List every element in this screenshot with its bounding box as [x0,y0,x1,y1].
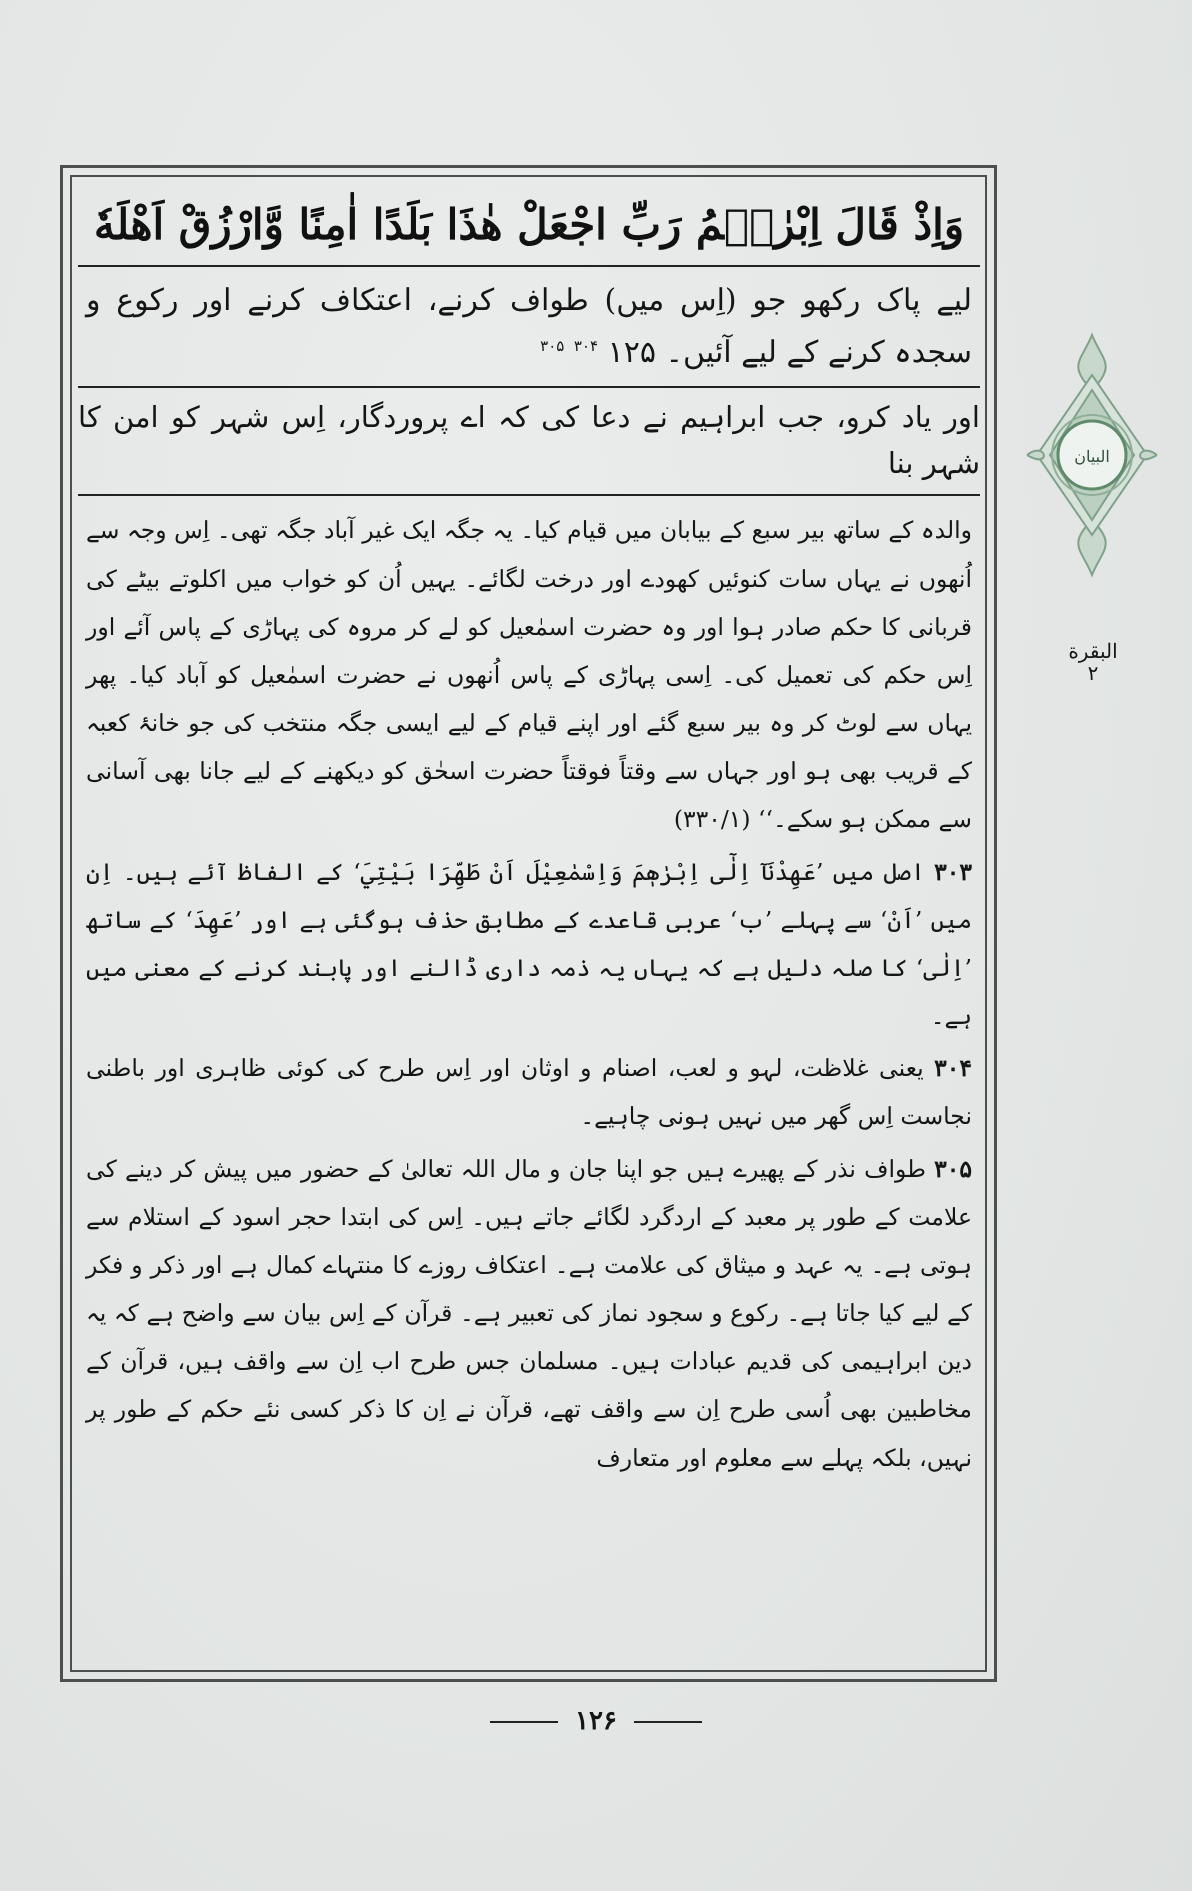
verse-translation-continuation: اور یاد کرو، جب ابراہیم نے دعا کی کہ اے پروردگار، اِس شہر کو امن کا شہر بنا [78,386,980,497]
footnote-305 [86,1145,972,1482]
footnote-marker-304: ۳۰۴ [573,337,599,356]
ornament-label: البیان [1074,447,1110,466]
footnote-text: اصل میں ’عَهِدْنَآ اِلٰٓى اِبْرٰهٖمَ وَاِسْمٰعِيْلَ اَنْ طَهِّرَا بَيْتِيَ‘ کے الفاظ آئے ہیں۔ اِن میں ’اَنْ‘ سے پہلے ’ب‘ عربی قاعدے کے مطابق حذف ہوگئی ہے اور ’عَهِدَ‘ کے ساتھ ’اِلٰى‘ کا صلہ دلیل ہے کہ یہاں یہ ذمہ داری ڈالنے اور پابند کرنے کے معنی میں ہے۔ [86,857,972,1031]
divider [490,1721,558,1723]
surah-name: البقرة [1068,639,1118,663]
footnote-number: ۳۰۳ [934,857,972,886]
footnote-303 [86,848,972,1041]
footnote-text: طواف نذر کے پھیرے ہیں جو اپنا جان و مال اللہ تعالیٰ کے حضور میں پیش کر دینے کی علامت کے طور پر معبد کے اردگرد لگائے جاتے ہیں۔ اِس کی ابتدا حجر اسود کے استلام سے ہوتی ہے۔ یہ عہد و میثاق کی علامت ہے۔ اعتکاف روزے کا منتہاے کمال ہے اور ذکر و فکر کے لیے کیا جاتا ہے۔ رکوع و سجود نماز کی تعبیر ہے۔ قرآن کے اِس بیان سے واضح ہے کہ یہ دین ابراہیمی کی قدیم عبادات ہیں۔ مسلمان جس طرح اب اِن سے واقف ہیں، قرآن کے مخاطبین بھی اُسی طرح اِن سے واقف تھے، قرآن نے اِن کا ذکر کسی نئے حکم کے طور پر نہیں، بلکہ پہلے سے معلوم اور متعارف [86,1154,972,1472]
translation-text: لیے پاک رکھو جو (اِس میں) طواف کرنے، اعتکاف کرنے اور رکوع و سجدہ کرنے کے لیے آئیں۔ ۱۲۵ [86,282,972,371]
footnote-marker-305: ۳۰۵ [540,337,565,356]
footnote-continued [86,506,972,843]
footnote-text: یعنی غلاظت، لہو و لعب، اصنام و اوثان اور اِس طرح کی کوئی ظاہری اور باطنی نجاست اِس گھر میں نہیں ہونی چاہیے۔ [86,1054,972,1131]
surah-number: ۲ [1087,661,1099,685]
divider [634,1721,702,1723]
footnote-text: والدہ کے ساتھ بیر سبع کے بیابان میں قیام کیا۔ یہ جگہ ایک غیر آباد جگہ تھی۔ اِس وجہ سے اُنھوں نے یہاں سات کنوئیں کھودے اور درخت لگائے۔ یہیں اُن کو خواب میں اکلوتے بیٹے کی قربانی کا حکم صادر ہوا اور وہ حضرت اسمٰعیل کو لے کر مروہ کی پہاڑی کے پاس آئے اور اِس حکم کی تعمیل کی۔ اِسی پہاڑی کے پاس اُنھوں نے حضرت اسمٰعیل کو آباد کیا۔ پھر یہاں سے لوٹ کر وہ بیر سبع گئے اور اپنے قیام کے لیے ایسی جگہ منتخب کی جو خانۂ کعبہ کے قریب بھی ہو اور جہاں سے وقتاً فوقتاً حضرت اسحٰق کو دیکھنے کے لیے جانا بھی آسانی سے ممکن ہو سکے۔‘‘ (۳۳۰/۱) [86,516,972,834]
side-surah-label [1045,640,1141,684]
quran-verse: وَاِذْ قَالَ اِبْرٰهٖمُ رَبِّ اجْعَلْ هٰذَا بَلَدًا اٰمِنًا وَّارْزُقْ اَهْلَهٗ [78,180,980,267]
page-number-text: ۱۲۶ [575,1706,617,1736]
footnote-number: ۳۰۵ [934,1154,972,1183]
footnote-304 [86,1044,972,1140]
footnotes [86,496,972,1481]
footnote-number: ۳۰۴ [934,1054,972,1083]
verse-translation [86,267,972,386]
page-content [78,180,980,1486]
page-number [0,1706,1192,1736]
decorative-ornament-icon [1022,330,1162,580]
